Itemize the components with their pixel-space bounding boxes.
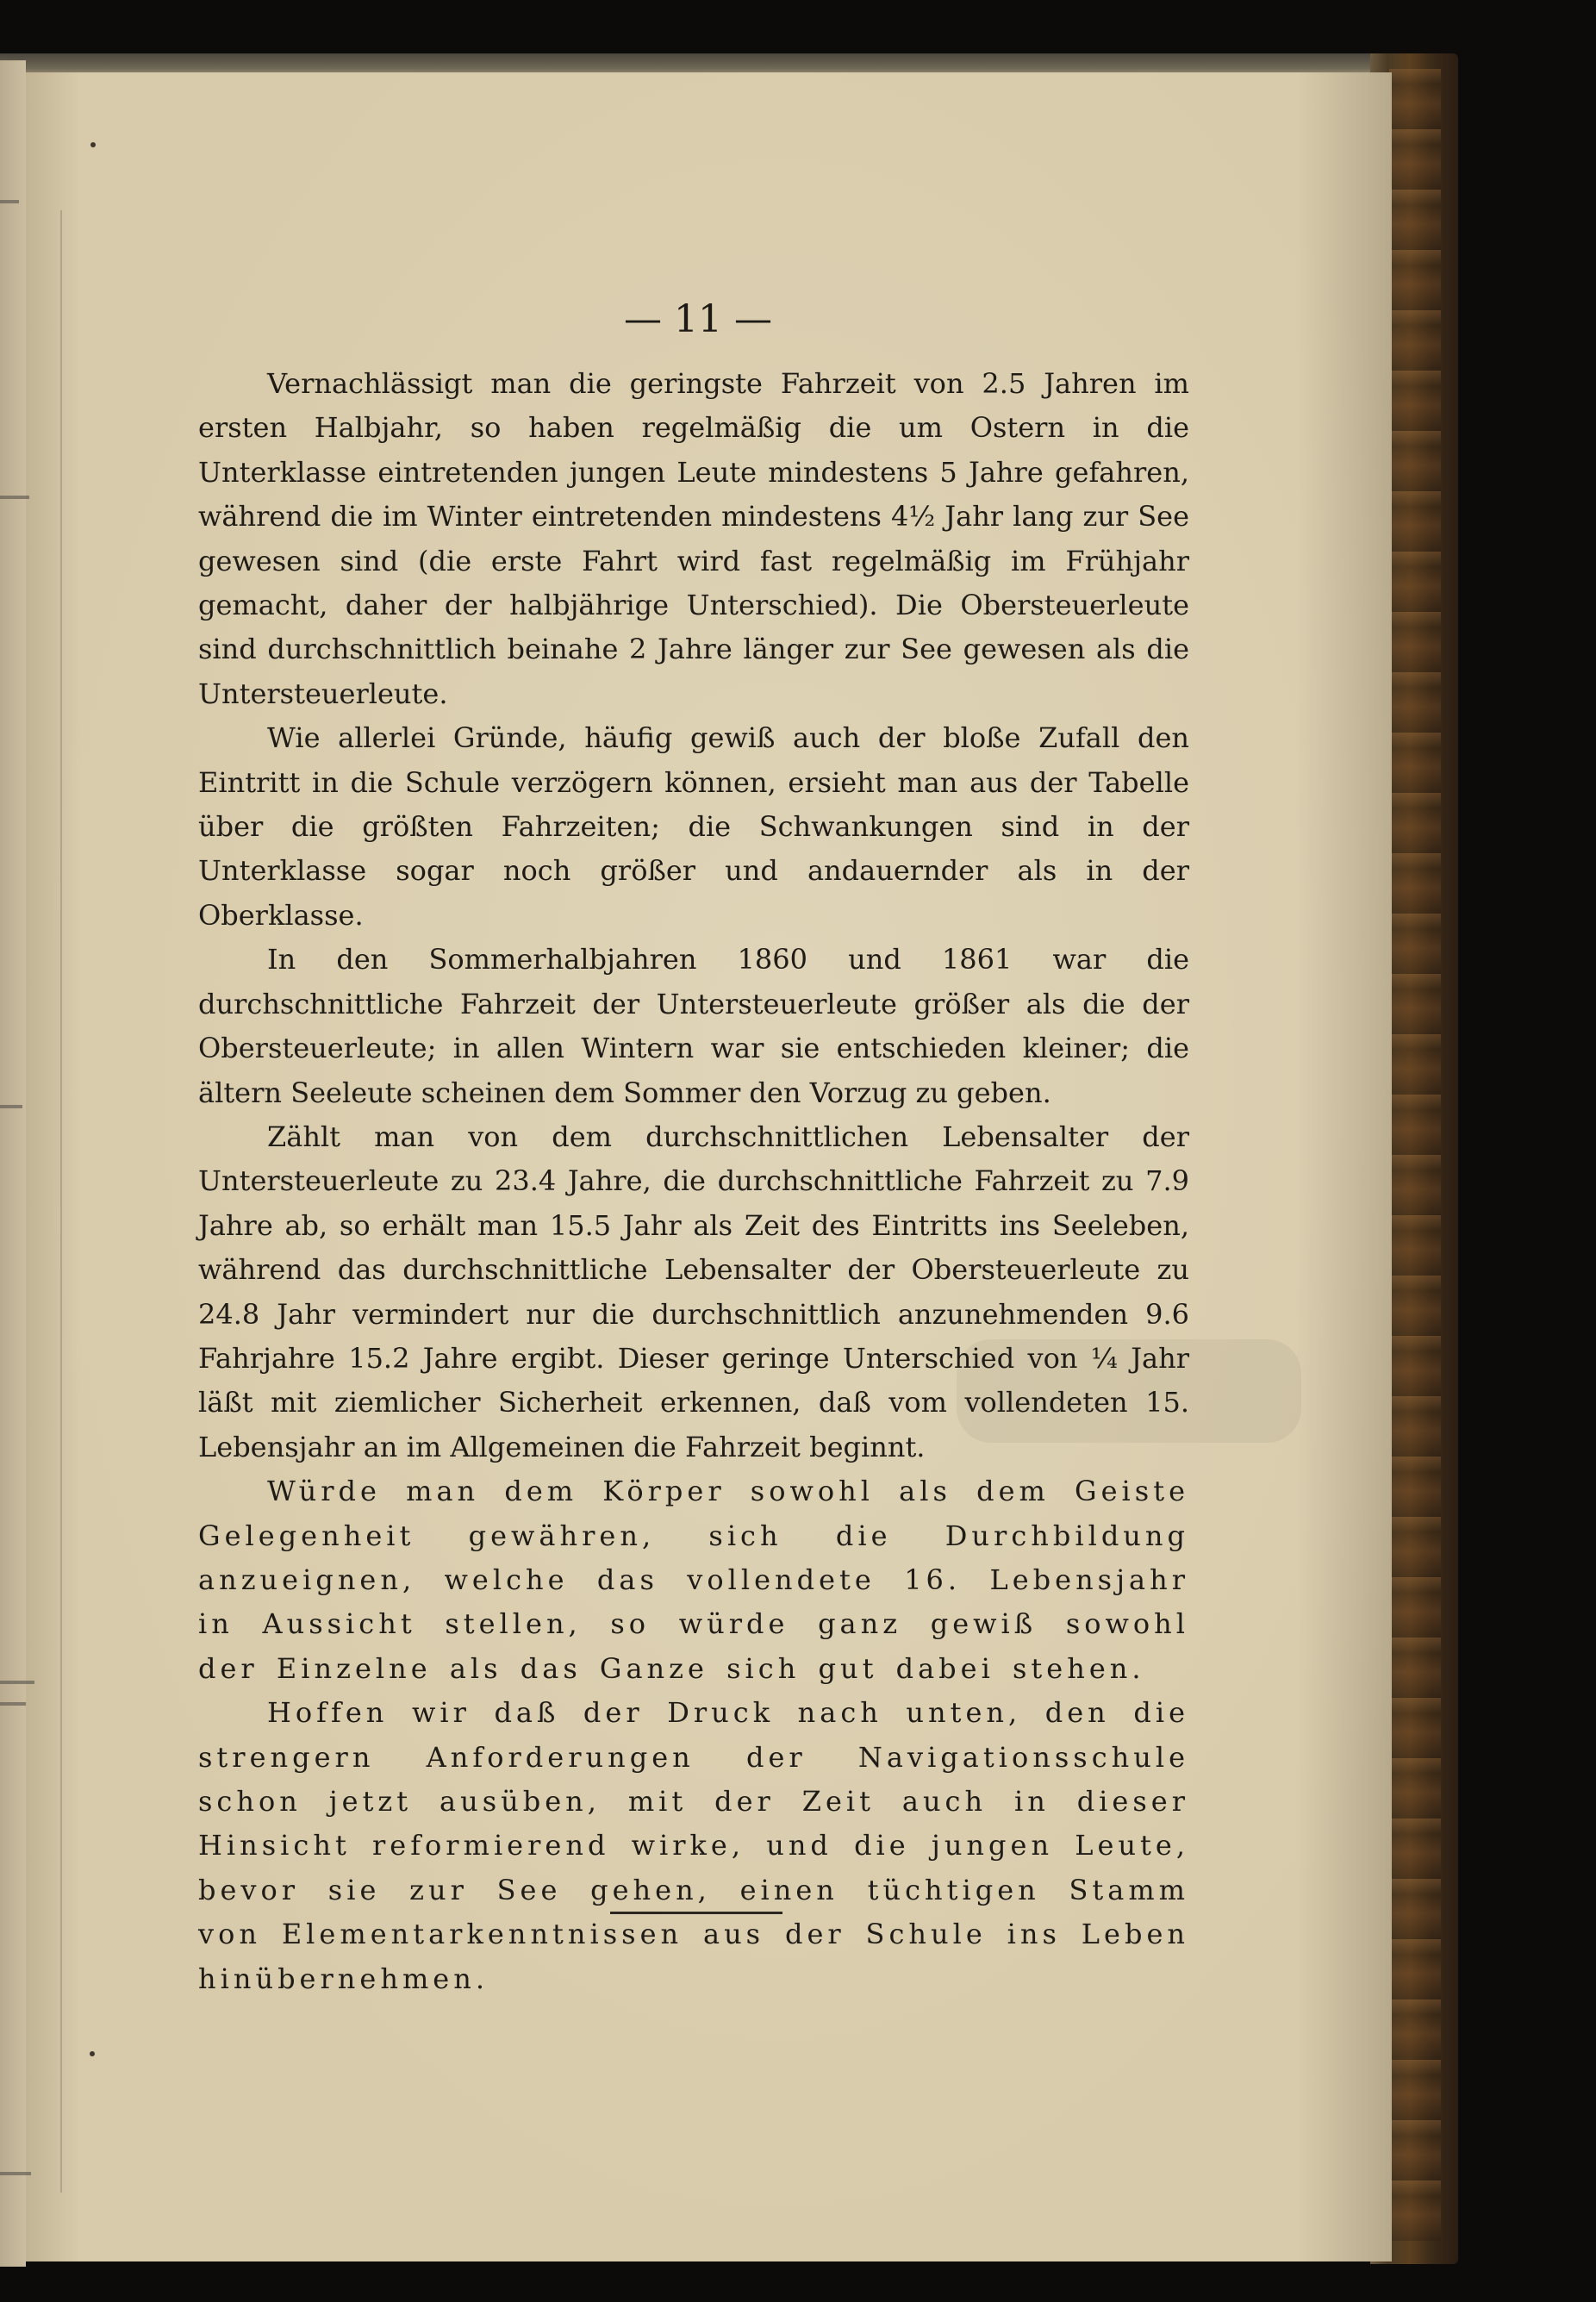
margin-mark xyxy=(0,1681,34,1684)
page-speck xyxy=(90,142,96,147)
paragraph: Würde man dem Körper sowohl als dem Geiste Gelegenheit gewähren, sich die Durchbildung anzueignen, welche das vollendete 16. Lebensjahr in Aussicht stellen, so würde ganz gewiß sowohl der Einzelne als das Ganze sich gut dabei stehen. xyxy=(198,1475,1189,1685)
margin-mark xyxy=(0,496,29,499)
page-number: — 11 — xyxy=(624,297,772,341)
paragraph: Vernachlässigt man die geringste Fahrzeit von 2.5 Jahren im ersten Halbjahr, so haben regelmäßig die um Ostern in die Unterklasse eintretenden jungen Leute mindestens 5 Jahre gefahren, während die im Winter eintretenden mindestens 4½ Jahr lang zur See gewesen sind (die erste Fahrt wird fast regelmäßig im Frühjahr gemacht, daher der halbjährige Unterschied). Die Obersteuerleute sind durchschnittlich beinahe 2 Jahre länger zur See gewesen als die Untersteuerleute. xyxy=(198,367,1189,710)
paragraph: Hoffen wir daß der Druck nach unten, den die strengern Anforderungen der Navigationsschule schon jetzt ausüben, mit der Zeit auch in dieser Hinsicht reformierend wirke, und die jungen Leute, bevor sie zur See gehen, einen tüchtigen Stamm von Elementarkenntnissen aus der Schule ins Leben hinübernehmen. xyxy=(198,1696,1189,1995)
book-cover-texture xyxy=(1389,69,1441,2241)
gutter-line xyxy=(60,210,62,2193)
paragraph: In den Sommerhalbjahren 1860 und 1861 war die durchschnittliche Fahrzeit der Untersteuerleute größer als die der Obersteuerleute; in allen Wintern war sie entschieden kleiner; die ältern Seeleute scheinen dem Sommer den Vorzug zu geben. xyxy=(198,943,1189,1109)
paragraph: Zählt man von dem durchschnittlichen Lebensalter der Untersteuerleute zu 23.4 Jahre, die durchschnittliche Fahrzeit zu 7.9 Jahre ab, so erhält man 15.5 Jahr als Zeit des Eintritts ins Seeleben, während das durchschnittliche Lebensalter der Obersteuerleute zu 24.8 Jahr vermindert nur die durchschnittlich anzunehmenden 9.6 Fahrjahre 15.2 Jahre ergibt. Dieser geringe Unterschied von ¼ Jahr läßt mit ziemlicher Sicherheit erkennen, daß vom vollendeten 15. Lebensjahr an im Allgemeinen die Fahrzeit beginnt. xyxy=(198,1120,1189,1463)
body-text xyxy=(198,362,1189,2001)
paragraph: Wie allerlei Gründe, häufig gewiß auch der bloße Zufall den Eintritt in die Schule verzögern können, ersieht man aus der Tabelle über die größten Fahrzeiten; die Schwankungen sind in der Unterklasse sogar noch größer und andauernder als in der Oberklasse. xyxy=(198,721,1189,932)
left-page-edge xyxy=(0,60,26,2267)
page-speck xyxy=(90,2051,95,2056)
closing-rule xyxy=(610,1912,782,1914)
margin-mark xyxy=(0,2172,31,2175)
margin-mark xyxy=(0,200,19,203)
margin-mark xyxy=(0,1105,22,1108)
margin-mark xyxy=(0,1702,26,1706)
